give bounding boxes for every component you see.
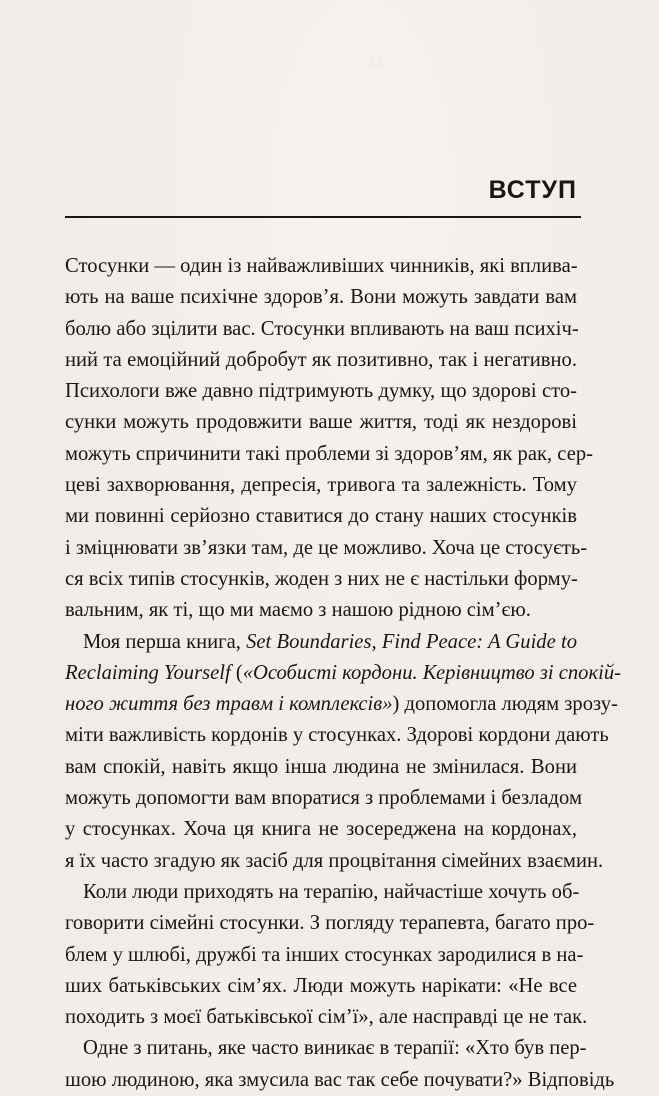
- text-line: вальним, як ті, що ми маємо з нашою рідною сім’єю.: [65, 599, 531, 622]
- text-line: цеві захворювання, депресія, тривога та залежність. Тому: [65, 474, 577, 497]
- text-line: міти важливість кордонів у стосунках. Здорові кордони дають: [65, 724, 609, 747]
- text-line: у стосунках. Хоча ця книга не зосереджена на кордонах,: [65, 818, 577, 841]
- paragraph-1: [65, 251, 593, 627]
- text-line: Стосунки — один із найважливіших чинників, які вплива-: [65, 255, 578, 277]
- text-line: можуть спричинити такі проблеми зі здоров’ям, як рак, сер-: [65, 442, 593, 465]
- text-line: ний та емоційний добробут як позитивно, так і негативно.: [65, 348, 577, 371]
- text-line: [65, 658, 621, 689]
- text-line: ся всіх типів стосунків, жоден з них не є настільки форму-: [65, 567, 578, 590]
- show-through-text: [70, 48, 630, 258]
- text-line: ють на ваше психічне здоров’я. Вони можуть завдати вам: [65, 286, 577, 309]
- text-line: шою людиною, яка змусила вас так себе почувати?» Відповідь: [65, 1068, 615, 1091]
- book-title-ukrainian: ного життя без травм і комплексів»: [65, 693, 393, 716]
- text-line: я їх часто згадую як засіб для процвітання сімейних взаємин.: [65, 849, 604, 872]
- text-line: [65, 627, 577, 658]
- text-segment: (: [230, 661, 243, 684]
- text-line: можуть допомогти вам впоратися з проблемами і безладом: [65, 787, 582, 810]
- text-line: Психологи вже давно підтримують думку, що здорові сто-: [65, 380, 577, 403]
- text-line: ших батьківських сім’ях. Люди можуть нарікати: «Не все: [65, 974, 577, 997]
- text-line: Одне з питань, яке часто виникає в терапії: «Хто був пер-: [83, 1037, 587, 1060]
- text-line: говорити сімейні стосунки. З погляду терапевта, багато про-: [65, 912, 595, 935]
- paragraph-2: [65, 627, 621, 877]
- text-line: болю або зцілити вас. Стосунки впливають на ваш психіч-: [65, 317, 579, 340]
- text-line: [65, 689, 618, 720]
- paragraph-3: [65, 877, 595, 1033]
- text-segment: ) допомогла людям зрозу-: [392, 693, 618, 716]
- paragraph-4: [65, 1033, 615, 1096]
- ghost-page-number: 12: [367, 55, 383, 71]
- text-line: походить з моєї батьківської сім’ї», але насправді це не так.: [65, 1006, 588, 1029]
- section-title: ВСТУП: [488, 176, 577, 204]
- text-line: ми повинні серйозно ставитися до стану наших стосунків: [65, 505, 577, 528]
- text-segment: Моя перша книга,: [83, 630, 247, 653]
- book-title-english: Reclaiming Yourself: [65, 661, 231, 684]
- text-line: блем у шлюбі, дружбі та інших стосунках зародилися в на-: [65, 943, 584, 966]
- body-text: [65, 251, 621, 1096]
- text-line: Коли люди приходять на терапію, найчастіше хочуть об-: [83, 880, 580, 903]
- text-line: і зміцнювати зв’язки там, де це можливо. Хоча це стосуєть-: [65, 536, 588, 559]
- book-title-ukrainian: «Особисті кордони. Керівництво зі спокій-: [242, 661, 621, 684]
- text-line: вам спокій, навіть якщо інша людина не змінилася. Вони: [65, 755, 577, 778]
- section-header: [65, 174, 581, 218]
- book-title-english: Set Boundaries, Find Peace: A Guide to: [246, 630, 577, 653]
- text-line: сунки можуть продовжити ваше життя, тоді як нездорові: [65, 411, 577, 434]
